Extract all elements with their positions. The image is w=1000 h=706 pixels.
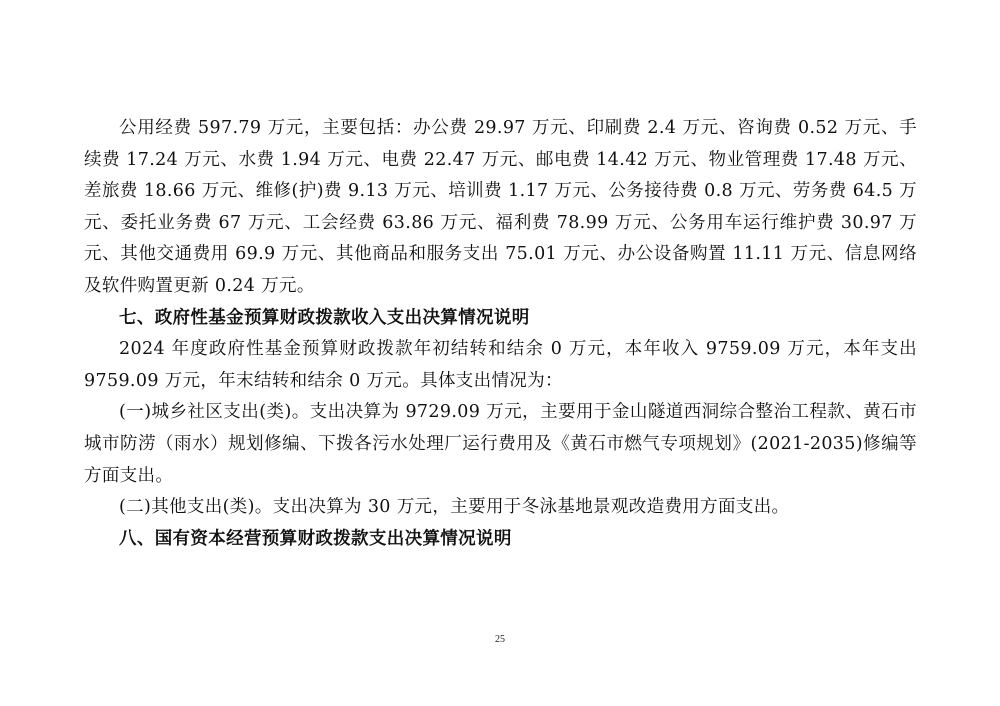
section-7-item-2-paragraph: (二)其他支出(类)。支出决算为 30 万元，主要用于冬泳基地景观改造费用方面支出。 [119,497,790,518]
section-8-heading: 八、国有资本经营预算财政拨款支出决算情况说明 [119,528,512,549]
page-content [84,113,917,555]
section-7-item-1-paragraph: (一)城乡社区支出(类)。支出决算为 9729.09 万元，主要用于金山隧道西洞综合整治工程款、黄石市城市防涝（雨水）规划修编、下拨各污水处理厂运行费用及《黄石市燃气专项规划》(2021-2035)修编等方面支出。 [84,402,917,486]
section-7-heading: 七、政府性基金预算财政拨款收入支出决算情况说明 [119,307,530,328]
page-number: 25 [495,634,505,645]
section-7-intro-paragraph: 2024 年度政府性基金预算财政拨款年初结转和结余 0 万元，本年收入 9759.09 万元，本年支出 9759.09 万元，年末结转和结余 0 万元。具体支出情况为： [84,339,917,391]
public-expenses-paragraph: 公用经费 597.79 万元，主要包括：办公费 29.97 万元、印刷费 2.4 万元、咨询费 0.52 万元、手续费 17.24 万元、水费 1.94 万元、电费 22.47 万元、邮电费 14.42 万元、物业管理费 17.48 万元、差旅费 18.66 万元、维修(护)费 9.13 万元、培训费 1.17 万元、公务接待费 0.8 万元、劳务费 64.5 万元、委托业务费 67 万元、工会经费 63.86 万元、福利费 78.99 万元、公务用车运行维护费 30.97 万元、其他交通费用 69.9 万元、其他商品和服务支出 75.01 万元、办公设备购置 11.11 万元、信息网络及软件购置更新 0.24 万元。 [84,118,917,296]
